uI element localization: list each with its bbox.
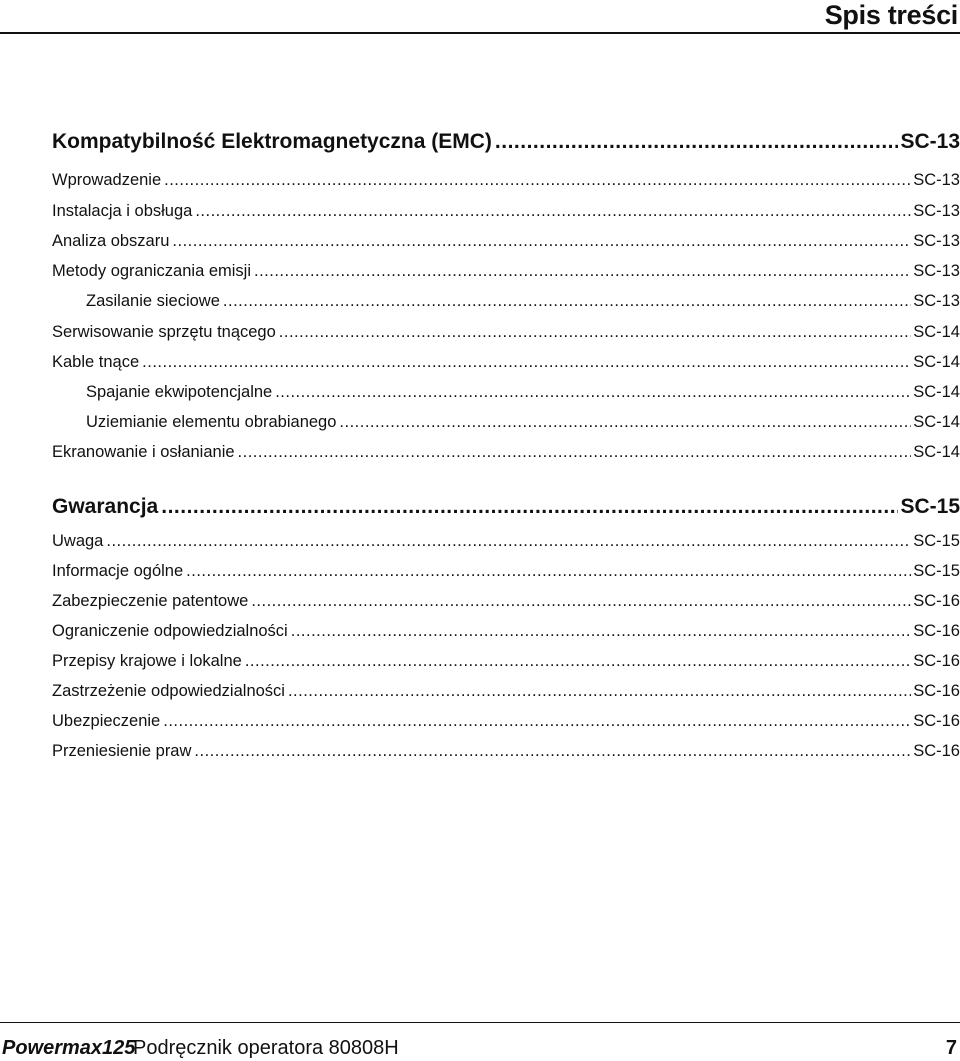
toc-entry-page: SC-16 xyxy=(913,652,960,670)
toc-leader xyxy=(238,440,912,464)
toc-leader xyxy=(195,199,911,223)
toc-leader xyxy=(275,380,911,404)
page-footer xyxy=(0,1022,960,1061)
toc-entry[interactable] xyxy=(86,289,960,313)
manual-title: Podręcznik operatora 80808H xyxy=(133,1037,399,1059)
toc-entry-label: Spajanie ekwipotencjalne xyxy=(86,383,273,401)
toc-entry-page: SC-16 xyxy=(913,682,960,700)
toc-entry-page: SC-13 xyxy=(913,202,960,220)
toc-leader xyxy=(106,529,911,553)
header-rule xyxy=(0,32,960,34)
toc-entry-label: Przepisy krajowe i lokalne xyxy=(52,652,242,670)
toc-section-emc[interactable] xyxy=(52,128,960,156)
toc-leader xyxy=(291,619,911,643)
toc-entry-label: Metody ograniczania emisji xyxy=(52,262,252,280)
toc-entry-page: SC-16 xyxy=(913,592,960,610)
toc-section-page: SC-13 xyxy=(900,130,960,153)
toc-entry-page: SC-13 xyxy=(913,262,960,280)
toc-entry-page: SC-15 xyxy=(913,562,960,580)
toc-entry-label: Kable tnące xyxy=(52,353,140,371)
toc-entry-label: Ubezpieczenie xyxy=(52,712,161,730)
toc-entry[interactable] xyxy=(52,649,960,673)
toc-entry[interactable] xyxy=(86,380,960,404)
toc-entry-page: SC-14 xyxy=(913,383,960,401)
toc-leader xyxy=(495,128,899,156)
toc-entry-page: SC-13 xyxy=(913,232,960,250)
toc-entry-page: SC-16 xyxy=(913,622,960,640)
toc-leader xyxy=(251,589,911,613)
toc-entry-label: Zastrzeżenie odpowiedzialności xyxy=(52,682,285,700)
toc-leader xyxy=(163,709,911,733)
page-number: 7 xyxy=(945,1037,957,1059)
toc-entry[interactable] xyxy=(52,199,960,223)
page-header xyxy=(0,0,960,34)
toc-entry[interactable] xyxy=(52,619,960,643)
toc-entry[interactable] xyxy=(52,229,960,253)
toc-entry[interactable] xyxy=(52,168,960,192)
toc-entry[interactable] xyxy=(52,589,960,613)
toc-entry[interactable] xyxy=(52,259,960,283)
toc-entry-page: SC-14 xyxy=(913,353,960,371)
product-name: Powermax125 xyxy=(2,1037,136,1059)
toc-leader xyxy=(254,259,911,283)
page-title: Spis treści xyxy=(824,0,958,30)
toc-entry-label: Instalacja i obsługa xyxy=(52,202,193,220)
toc-leader xyxy=(172,229,911,253)
toc-entry-label: Zasilanie sieciowe xyxy=(86,292,220,310)
toc-entry-label: Analiza obszaru xyxy=(52,232,170,250)
toc-entry[interactable] xyxy=(52,529,960,553)
toc-leader xyxy=(245,649,911,673)
toc-entry[interactable] xyxy=(52,739,960,763)
toc-leader xyxy=(288,679,911,703)
toc-leader xyxy=(164,168,911,192)
toc-entry-label: Ekranowanie i osłanianie xyxy=(52,443,235,461)
toc-entry-page: SC-13 xyxy=(913,292,960,310)
toc-entry[interactable] xyxy=(86,410,960,434)
toc-entry[interactable] xyxy=(52,320,960,344)
toc-leader xyxy=(142,350,911,374)
toc-entry-page: SC-15 xyxy=(913,532,960,550)
toc-entry-label: Przeniesienie praw xyxy=(52,742,192,760)
toc-entry-label: Informacje ogólne xyxy=(52,562,184,580)
toc-leader xyxy=(223,289,911,313)
toc-entry[interactable] xyxy=(52,350,960,374)
toc-entry-label: Uziemianie elementu obrabianego xyxy=(86,413,337,431)
toc-entry-page: SC-13 xyxy=(913,171,960,189)
toc-entry-label: Serwisowanie sprzętu tnącego xyxy=(52,323,276,341)
toc-section-page: SC-15 xyxy=(900,495,960,518)
toc-entry-label: Zabezpieczenie patentowe xyxy=(52,592,249,610)
toc-entry-label: Uwaga xyxy=(52,532,104,550)
toc-entry[interactable] xyxy=(52,709,960,733)
toc-entry[interactable] xyxy=(52,559,960,583)
toc-entry-page: SC-16 xyxy=(913,712,960,730)
toc-leader xyxy=(279,320,911,344)
toc-entry[interactable] xyxy=(52,440,960,464)
footer-rule xyxy=(0,1022,960,1023)
toc-section-title: Gwarancja xyxy=(52,495,159,518)
toc-leader xyxy=(194,739,911,763)
toc-section-title: Kompatybilność Elektromagnetyczna (EMC) xyxy=(52,130,492,153)
toc-entry[interactable] xyxy=(52,679,960,703)
toc-entry-page: SC-14 xyxy=(913,443,960,461)
toc-section-warranty[interactable] xyxy=(52,493,960,521)
toc-entry-page: SC-16 xyxy=(913,742,960,760)
toc-leader xyxy=(161,493,898,521)
toc-entry-label: Ograniczenie odpowiedzialności xyxy=(52,622,288,640)
toc-leader xyxy=(339,410,911,434)
toc-entry-page: SC-14 xyxy=(913,323,960,341)
toc-leader xyxy=(186,559,911,583)
toc-entry-page: SC-14 xyxy=(913,413,960,431)
toc-entry-label: Wprowadzenie xyxy=(52,171,162,189)
